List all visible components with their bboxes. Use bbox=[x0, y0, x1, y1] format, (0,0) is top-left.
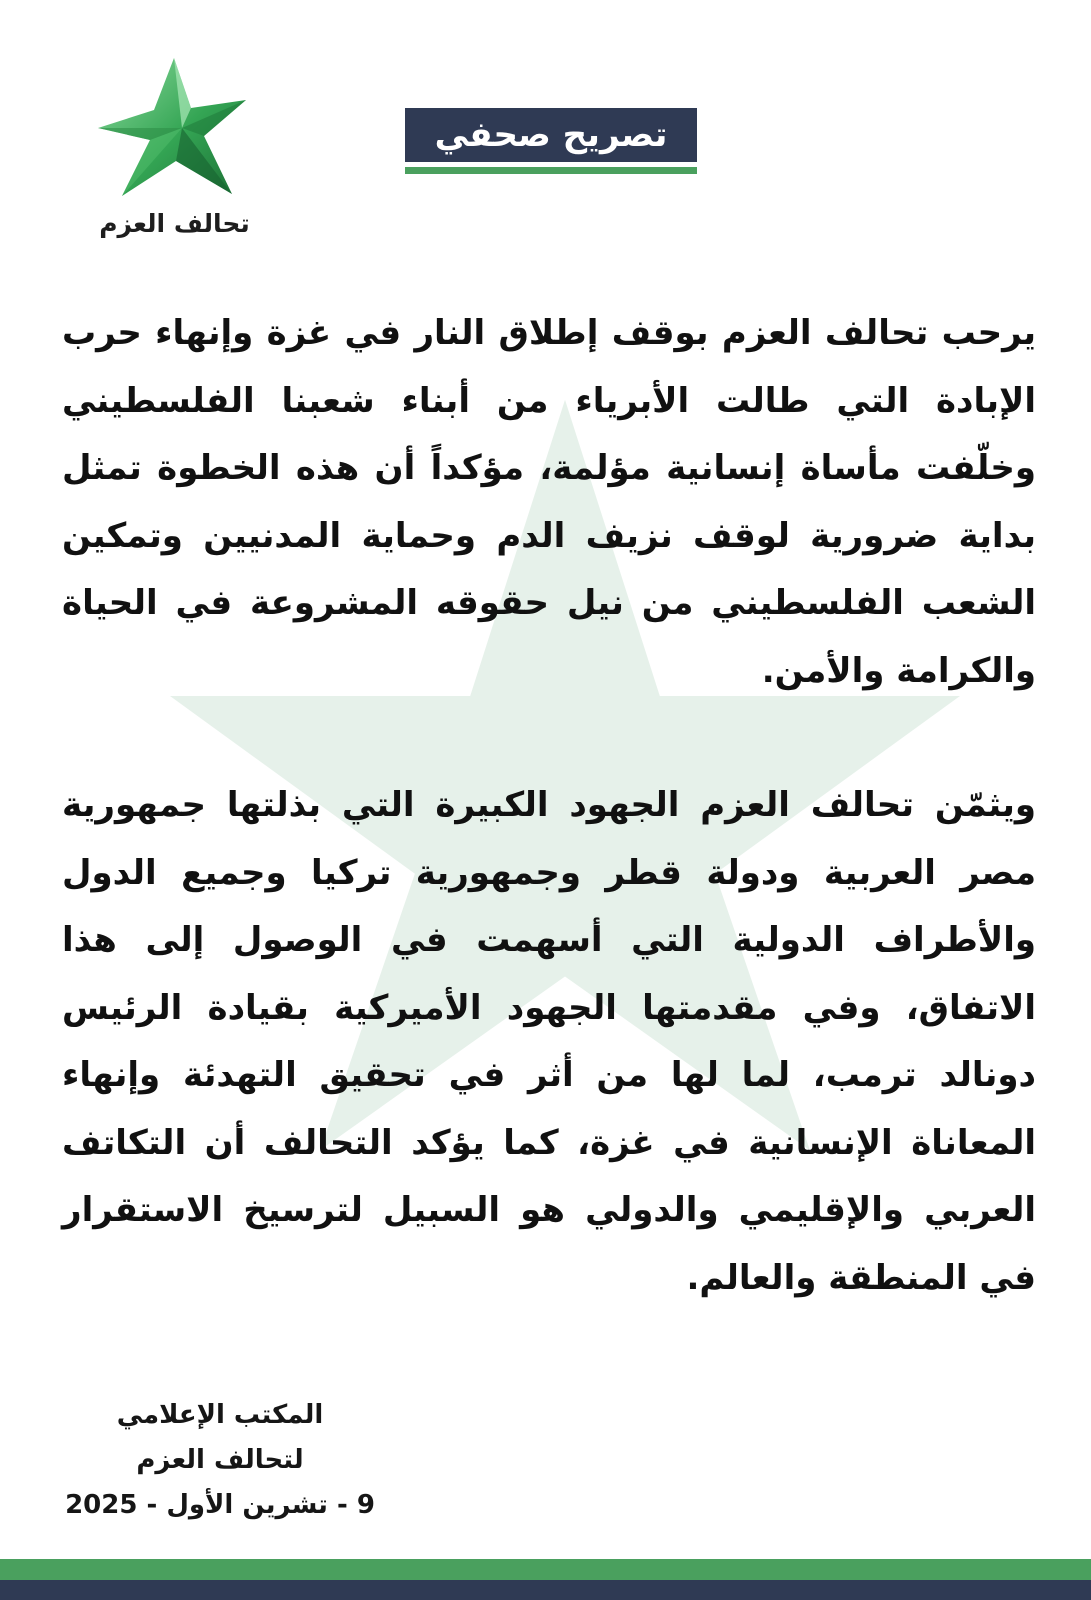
logo-text: تحالف العزم bbox=[99, 209, 250, 238]
signature-date: 9 - تشرين الأول - 2025 bbox=[65, 1490, 375, 1520]
green-star-icon bbox=[92, 56, 257, 206]
page-title: تصريح صحفي bbox=[405, 108, 697, 162]
statement-body bbox=[62, 300, 1036, 1312]
paragraph-2: ويثمّن تحالف العزم الجهود الكبيرة التي بذلتها جمهورية مصر العربية ودولة قطر وجمهورية تركيا وجميع الدول والأطراف الدولية التي أسهمت في الوصول إلى هذا الاتفاق، وفي مقدمتها الجهود الأميركية بقيادة الرئيس دونالد ترمب، لما لها من أثر في تحقيق التهدئة وإنهاء المعاناة الإنسانية في غزة، كما يؤكد التحالف أن التكاتف العربي والإقليمي والدولي هو السبيل لترسيخ الاستقرار في المنطقة والعالم. bbox=[62, 785, 1036, 1298]
signature-office: المكتب الإعلامي bbox=[116, 1400, 324, 1430]
paragraph-1: يرحب تحالف العزم بوقف إطلاق النار في غزة وإنهاء حرب الإبادة التي طالت الأبرياء من أبناء شعبنا الفلسطيني وخلّفت مأساة إنسانية مؤلمة، مؤكداً أن هذه الخطوة تمثل بداية ضرورية لوقف نزيف الدم وحماية المدنيين وتمكين الشعب الفلسطيني من نيل حقوقه المشروعة في الحياة والكرامة والأمن. bbox=[62, 313, 1036, 691]
signature bbox=[50, 1393, 390, 1528]
signature-organization: لتحالف العزم bbox=[136, 1445, 304, 1475]
footer-navy-stripe bbox=[0, 1580, 1091, 1600]
logo bbox=[92, 56, 257, 256]
footer-green-stripe bbox=[0, 1559, 1091, 1580]
title-underline bbox=[405, 167, 697, 174]
